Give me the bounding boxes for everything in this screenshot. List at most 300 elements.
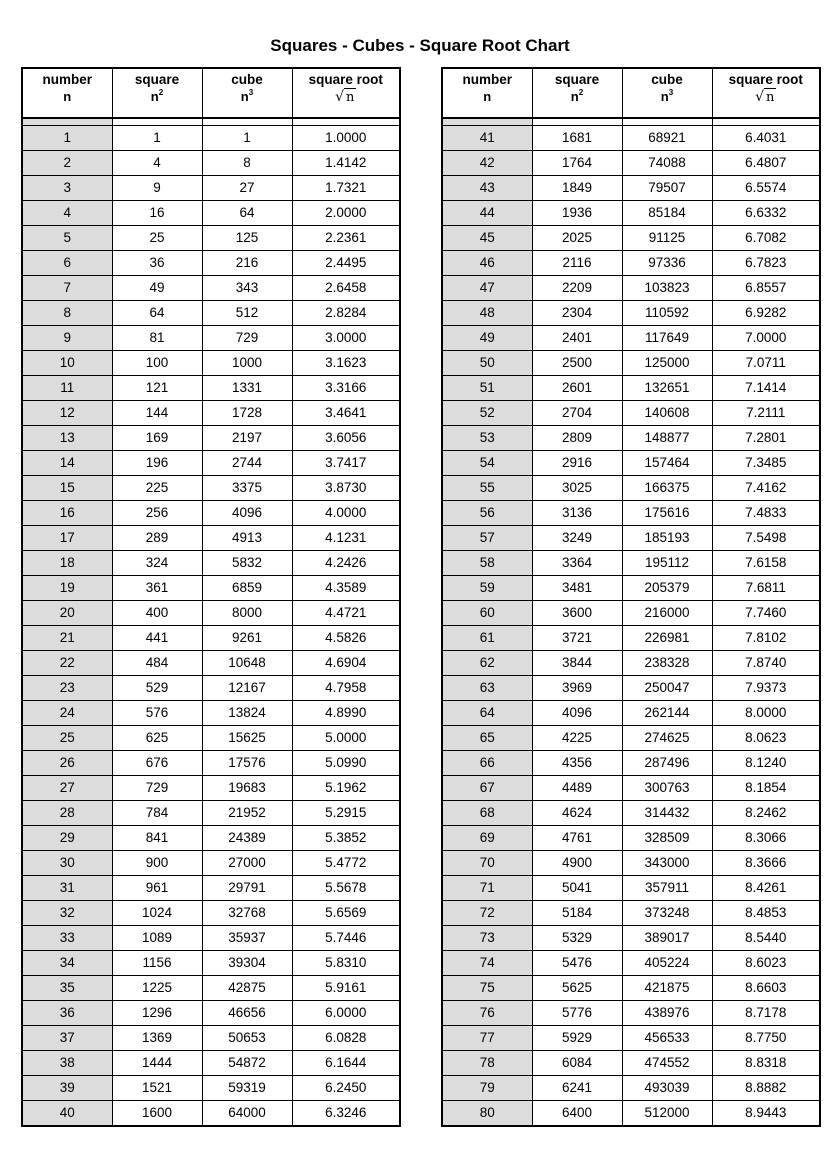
cell-square: 3600 (532, 601, 622, 626)
cell-square-root: 2.6458 (292, 276, 400, 301)
cell-square-root: 7.9373 (712, 676, 820, 701)
cell-square-root: 2.4495 (292, 251, 400, 276)
cell-square-root: 8.6023 (712, 951, 820, 976)
cell-square-root: 1.0000 (292, 126, 400, 151)
cell-square-root: 3.1623 (292, 351, 400, 376)
cell-square: 1225 (112, 976, 202, 1001)
cell-square: 121 (112, 376, 202, 401)
cell-number: 73 (442, 926, 532, 951)
cell-number: 38 (22, 1051, 112, 1076)
cell-square: 3844 (532, 651, 622, 676)
cell-number: 31 (22, 876, 112, 901)
cell-square: 169 (112, 426, 202, 451)
cell-square-root: 3.7417 (292, 451, 400, 476)
cell-square: 4489 (532, 776, 622, 801)
cell-square-root: 7.6811 (712, 576, 820, 601)
table-row (22, 526, 400, 551)
table-row (442, 951, 820, 976)
cell-square: 676 (112, 751, 202, 776)
cell-cube: 6859 (202, 576, 292, 601)
table-row (442, 1076, 820, 1101)
cell-cube: 226981 (622, 626, 712, 651)
table-row (22, 551, 400, 576)
table-row (22, 576, 400, 601)
table-row (442, 276, 820, 301)
cell-number: 54 (442, 451, 532, 476)
cell-square: 5184 (532, 901, 622, 926)
cell-cube: 8000 (202, 601, 292, 626)
table-row (22, 876, 400, 901)
cell-cube: 421875 (622, 976, 712, 1001)
cell-square-root: 7.3485 (712, 451, 820, 476)
table-row (442, 676, 820, 701)
cell-cube: 185193 (622, 526, 712, 551)
cell-number: 4 (22, 201, 112, 226)
cell-number: 63 (442, 676, 532, 701)
cell-cube: 512000 (622, 1101, 712, 1127)
cell-cube: 389017 (622, 926, 712, 951)
table-row (22, 326, 400, 351)
cell-cube: 54872 (202, 1051, 292, 1076)
header-cube-exponent: 3 (248, 88, 254, 97)
cell-number: 76 (442, 1001, 532, 1026)
cell-square-root: 7.2111 (712, 401, 820, 426)
cell-number: 70 (442, 851, 532, 876)
cell-cube: 8 (202, 151, 292, 176)
cell-number: 66 (442, 751, 532, 776)
cell-cube: 195112 (622, 551, 712, 576)
cell-square: 1849 (532, 176, 622, 201)
header-number (22, 68, 112, 118)
cell-square-root: 6.0828 (292, 1026, 400, 1051)
cell-square-root: 6.4031 (712, 126, 820, 151)
cell-square: 1024 (112, 901, 202, 926)
cell-square: 1369 (112, 1026, 202, 1051)
cell-number: 62 (442, 651, 532, 676)
cell-cube: 125000 (622, 351, 712, 376)
cell-square: 4761 (532, 826, 622, 851)
cell-number: 26 (22, 751, 112, 776)
cell-number: 65 (442, 726, 532, 751)
cell-cube: 205379 (622, 576, 712, 601)
cell-cube: 4096 (202, 501, 292, 526)
table-row (442, 651, 820, 676)
header-square-root (292, 68, 400, 118)
cell-square-root: 4.0000 (292, 501, 400, 526)
cell-square: 1444 (112, 1051, 202, 1076)
table-row (22, 776, 400, 801)
cell-square: 729 (112, 776, 202, 801)
cell-number: 37 (22, 1026, 112, 1051)
table-row (442, 901, 820, 926)
cell-square-root: 4.8990 (292, 701, 400, 726)
table-row (442, 1051, 820, 1076)
table-row (22, 126, 400, 151)
cell-square: 2704 (532, 401, 622, 426)
cell-cube: 9261 (202, 626, 292, 651)
cell-number: 48 (442, 301, 532, 326)
cell-square: 576 (112, 701, 202, 726)
table-row (22, 926, 400, 951)
header-number-symbol: n (483, 89, 492, 104)
cell-cube: 1331 (202, 376, 292, 401)
table-row (442, 826, 820, 851)
cell-cube: 3375 (202, 476, 292, 501)
table-row (442, 576, 820, 601)
cell-square: 2500 (532, 351, 622, 376)
cell-square: 1764 (532, 151, 622, 176)
cell-square: 4 (112, 151, 202, 176)
cell-square-root: 7.8102 (712, 626, 820, 651)
cell-square-root: 5.0000 (292, 726, 400, 751)
cell-number: 43 (442, 176, 532, 201)
cell-number: 28 (22, 801, 112, 826)
cell-square: 324 (112, 551, 202, 576)
table-row (22, 701, 400, 726)
cell-square-root: 8.2462 (712, 801, 820, 826)
cell-number: 21 (22, 626, 112, 651)
cell-number: 72 (442, 901, 532, 926)
table-row (442, 801, 820, 826)
cell-square-root: 2.2361 (292, 226, 400, 251)
table-row (442, 476, 820, 501)
cell-square: 3721 (532, 626, 622, 651)
cell-cube: 4913 (202, 526, 292, 551)
table-row (442, 1101, 820, 1127)
cell-cube: 1 (202, 126, 292, 151)
cell-square-root: 4.4721 (292, 601, 400, 626)
cell-square: 4225 (532, 726, 622, 751)
table-row (442, 976, 820, 1001)
cell-number: 69 (442, 826, 532, 851)
table-row (442, 876, 820, 901)
header-square-root (712, 68, 820, 118)
cell-number: 5 (22, 226, 112, 251)
cell-square: 5041 (532, 876, 622, 901)
cell-cube: 438976 (622, 1001, 712, 1026)
table-row (22, 301, 400, 326)
cell-square: 1936 (532, 201, 622, 226)
table-row (22, 1051, 400, 1076)
cell-number: 11 (22, 376, 112, 401)
cell-number: 25 (22, 726, 112, 751)
cell-square: 5625 (532, 976, 622, 1001)
cell-square: 1089 (112, 926, 202, 951)
cell-number: 56 (442, 501, 532, 526)
header-cube-label: cube (651, 72, 683, 87)
table-row (442, 351, 820, 376)
table-row (22, 476, 400, 501)
cell-square: 4624 (532, 801, 622, 826)
header-root-label: square root (308, 72, 383, 87)
cell-number: 44 (442, 201, 532, 226)
cell-number: 6 (22, 251, 112, 276)
table-row (442, 626, 820, 651)
table-row (442, 1001, 820, 1026)
cell-cube: 79507 (622, 176, 712, 201)
table-row (442, 501, 820, 526)
table-row (442, 751, 820, 776)
table-right (441, 67, 821, 1127)
table-row (442, 201, 820, 226)
cell-number: 10 (22, 351, 112, 376)
header-square-symbol: n (150, 89, 159, 104)
header-number-label: number (42, 72, 92, 87)
cell-number: 9 (22, 326, 112, 351)
cell-number: 46 (442, 251, 532, 276)
table-row (442, 301, 820, 326)
header-cube (622, 68, 712, 118)
header-square-symbol: n (570, 89, 579, 104)
table-row (442, 601, 820, 626)
cell-number: 3 (22, 176, 112, 201)
table-row (22, 351, 400, 376)
cell-square: 1296 (112, 1001, 202, 1026)
cell-square-root: 5.2915 (292, 801, 400, 826)
table-row (442, 701, 820, 726)
header-cube (202, 68, 292, 118)
header-cube-exponent: 3 (668, 88, 674, 97)
cell-square-root: 8.5440 (712, 926, 820, 951)
cell-number: 39 (22, 1076, 112, 1101)
cell-square-root: 5.4772 (292, 851, 400, 876)
cell-number: 74 (442, 951, 532, 976)
cell-square: 1681 (532, 126, 622, 151)
cell-square-root: 4.1231 (292, 526, 400, 551)
cell-number: 49 (442, 326, 532, 351)
cell-number: 64 (442, 701, 532, 726)
cell-number: 52 (442, 401, 532, 426)
cell-cube: 343 (202, 276, 292, 301)
cell-cube: 74088 (622, 151, 712, 176)
table-row (22, 726, 400, 751)
cell-square-root: 7.8740 (712, 651, 820, 676)
cell-square-root: 7.5498 (712, 526, 820, 551)
cell-square-root: 3.6056 (292, 426, 400, 451)
cell-cube: 250047 (622, 676, 712, 701)
cell-square: 484 (112, 651, 202, 676)
cell-cube: 287496 (622, 751, 712, 776)
cell-square-root: 6.1644 (292, 1051, 400, 1076)
cell-number: 12 (22, 401, 112, 426)
cell-square: 5929 (532, 1026, 622, 1051)
cell-cube: 19683 (202, 776, 292, 801)
cell-square-root: 5.3852 (292, 826, 400, 851)
cell-square-root: 8.7750 (712, 1026, 820, 1051)
cell-cube: 166375 (622, 476, 712, 501)
cell-square: 16 (112, 201, 202, 226)
cell-cube: 300763 (622, 776, 712, 801)
table-row (442, 726, 820, 751)
cell-square-root: 8.4853 (712, 901, 820, 926)
cell-square-root: 1.4142 (292, 151, 400, 176)
cell-square: 6084 (532, 1051, 622, 1076)
cell-square: 3969 (532, 676, 622, 701)
cell-square-root: 1.7321 (292, 176, 400, 201)
cell-square: 9 (112, 176, 202, 201)
cell-cube: 262144 (622, 701, 712, 726)
cell-number: 47 (442, 276, 532, 301)
cell-square: 4900 (532, 851, 622, 876)
cell-square: 1521 (112, 1076, 202, 1101)
cell-number: 42 (442, 151, 532, 176)
cell-cube: 13824 (202, 701, 292, 726)
cell-square-root: 3.3166 (292, 376, 400, 401)
cell-number: 77 (442, 1026, 532, 1051)
cell-square-root: 5.8310 (292, 951, 400, 976)
cell-square-root: 8.7178 (712, 1001, 820, 1026)
cell-cube: 512 (202, 301, 292, 326)
cell-square: 2304 (532, 301, 622, 326)
cell-cube: 35937 (202, 926, 292, 951)
cell-number: 61 (442, 626, 532, 651)
cell-number: 34 (22, 951, 112, 976)
table-row (442, 326, 820, 351)
cell-cube: 21952 (202, 801, 292, 826)
cell-square-root: 6.5574 (712, 176, 820, 201)
cell-cube: 157464 (622, 451, 712, 476)
cell-square-root: 8.6603 (712, 976, 820, 1001)
table-row (442, 551, 820, 576)
cell-square: 2209 (532, 276, 622, 301)
cell-cube: 140608 (622, 401, 712, 426)
cell-cube: 357911 (622, 876, 712, 901)
header-root-radicand: n (766, 90, 775, 105)
cell-square: 900 (112, 851, 202, 876)
cell-number: 79 (442, 1076, 532, 1101)
cell-cube: 15625 (202, 726, 292, 751)
header-cube-label: cube (231, 72, 263, 87)
table-row (22, 251, 400, 276)
cell-square: 625 (112, 726, 202, 751)
table-row (22, 226, 400, 251)
table-row (442, 1026, 820, 1051)
cell-cube: 1000 (202, 351, 292, 376)
cell-cube: 729 (202, 326, 292, 351)
cell-square: 784 (112, 801, 202, 826)
cell-square: 25 (112, 226, 202, 251)
cell-square: 144 (112, 401, 202, 426)
cell-square: 225 (112, 476, 202, 501)
cell-square: 256 (112, 501, 202, 526)
cell-cube: 46656 (202, 1001, 292, 1026)
cell-square-root: 5.1962 (292, 776, 400, 801)
table-left-body (22, 118, 400, 1126)
cell-number: 33 (22, 926, 112, 951)
cell-square-root: 3.8730 (292, 476, 400, 501)
table-left (21, 67, 401, 1127)
cell-number: 1 (22, 126, 112, 151)
cell-square-root: 7.4162 (712, 476, 820, 501)
header-square-exponent: 2 (578, 88, 584, 97)
header-cube-symbol: n (240, 89, 249, 104)
cell-cube: 125 (202, 226, 292, 251)
cell-cube: 59319 (202, 1076, 292, 1101)
cell-square: 529 (112, 676, 202, 701)
cell-number: 58 (442, 551, 532, 576)
cell-square: 841 (112, 826, 202, 851)
table-row (22, 276, 400, 301)
table-row (22, 1026, 400, 1051)
header-number-symbol: n (63, 89, 72, 104)
cell-square-root: 6.4807 (712, 151, 820, 176)
cell-square-root: 4.7958 (292, 676, 400, 701)
cell-square-root: 6.8557 (712, 276, 820, 301)
sqrt-icon: √ n (755, 89, 775, 105)
cell-cube: 39304 (202, 951, 292, 976)
cell-number: 16 (22, 501, 112, 526)
cell-number: 30 (22, 851, 112, 876)
cell-square: 5776 (532, 1001, 622, 1026)
table-row (22, 151, 400, 176)
cell-square: 6241 (532, 1076, 622, 1101)
table-row (22, 401, 400, 426)
cell-cube: 110592 (622, 301, 712, 326)
cell-square-root: 8.0000 (712, 701, 820, 726)
cell-square-root: 2.0000 (292, 201, 400, 226)
table-row (442, 251, 820, 276)
table-row (22, 801, 400, 826)
cell-cube: 97336 (622, 251, 712, 276)
cell-square-root: 7.7460 (712, 601, 820, 626)
cell-cube: 27000 (202, 851, 292, 876)
cell-cube: 132651 (622, 376, 712, 401)
cell-square-root: 5.5678 (292, 876, 400, 901)
table-row (442, 776, 820, 801)
cell-square-root: 7.6158 (712, 551, 820, 576)
cell-square: 1 (112, 126, 202, 151)
cell-square: 4096 (532, 701, 622, 726)
table-row (442, 376, 820, 401)
table-row (22, 1101, 400, 1127)
table-row (442, 926, 820, 951)
cell-number: 78 (442, 1051, 532, 1076)
cell-number: 35 (22, 976, 112, 1001)
cell-cube: 68921 (622, 126, 712, 151)
cell-square-root: 6.7823 (712, 251, 820, 276)
cell-square: 441 (112, 626, 202, 651)
table-row (22, 426, 400, 451)
table-row (22, 951, 400, 976)
header-square-label: square (134, 72, 180, 87)
cell-square-root: 8.1854 (712, 776, 820, 801)
cell-cube: 405224 (622, 951, 712, 976)
cell-square: 2601 (532, 376, 622, 401)
cell-number: 32 (22, 901, 112, 926)
cell-square-root: 5.9161 (292, 976, 400, 1001)
table-row (22, 501, 400, 526)
cell-cube: 50653 (202, 1026, 292, 1051)
cell-number: 15 (22, 476, 112, 501)
cell-square-root: 7.2801 (712, 426, 820, 451)
cell-square-root: 4.5826 (292, 626, 400, 651)
table-row (22, 626, 400, 651)
cell-square-root: 6.7082 (712, 226, 820, 251)
table-row (22, 176, 400, 201)
cell-cube: 32768 (202, 901, 292, 926)
cell-cube: 175616 (622, 501, 712, 526)
cell-square-root: 8.8318 (712, 1051, 820, 1076)
table-row (442, 401, 820, 426)
table-row (22, 601, 400, 626)
table-row (22, 201, 400, 226)
cell-square: 1156 (112, 951, 202, 976)
cell-square-root: 7.0000 (712, 326, 820, 351)
cell-square-root: 8.3666 (712, 851, 820, 876)
cell-square: 289 (112, 526, 202, 551)
cell-square: 361 (112, 576, 202, 601)
cell-square-root: 6.0000 (292, 1001, 400, 1026)
